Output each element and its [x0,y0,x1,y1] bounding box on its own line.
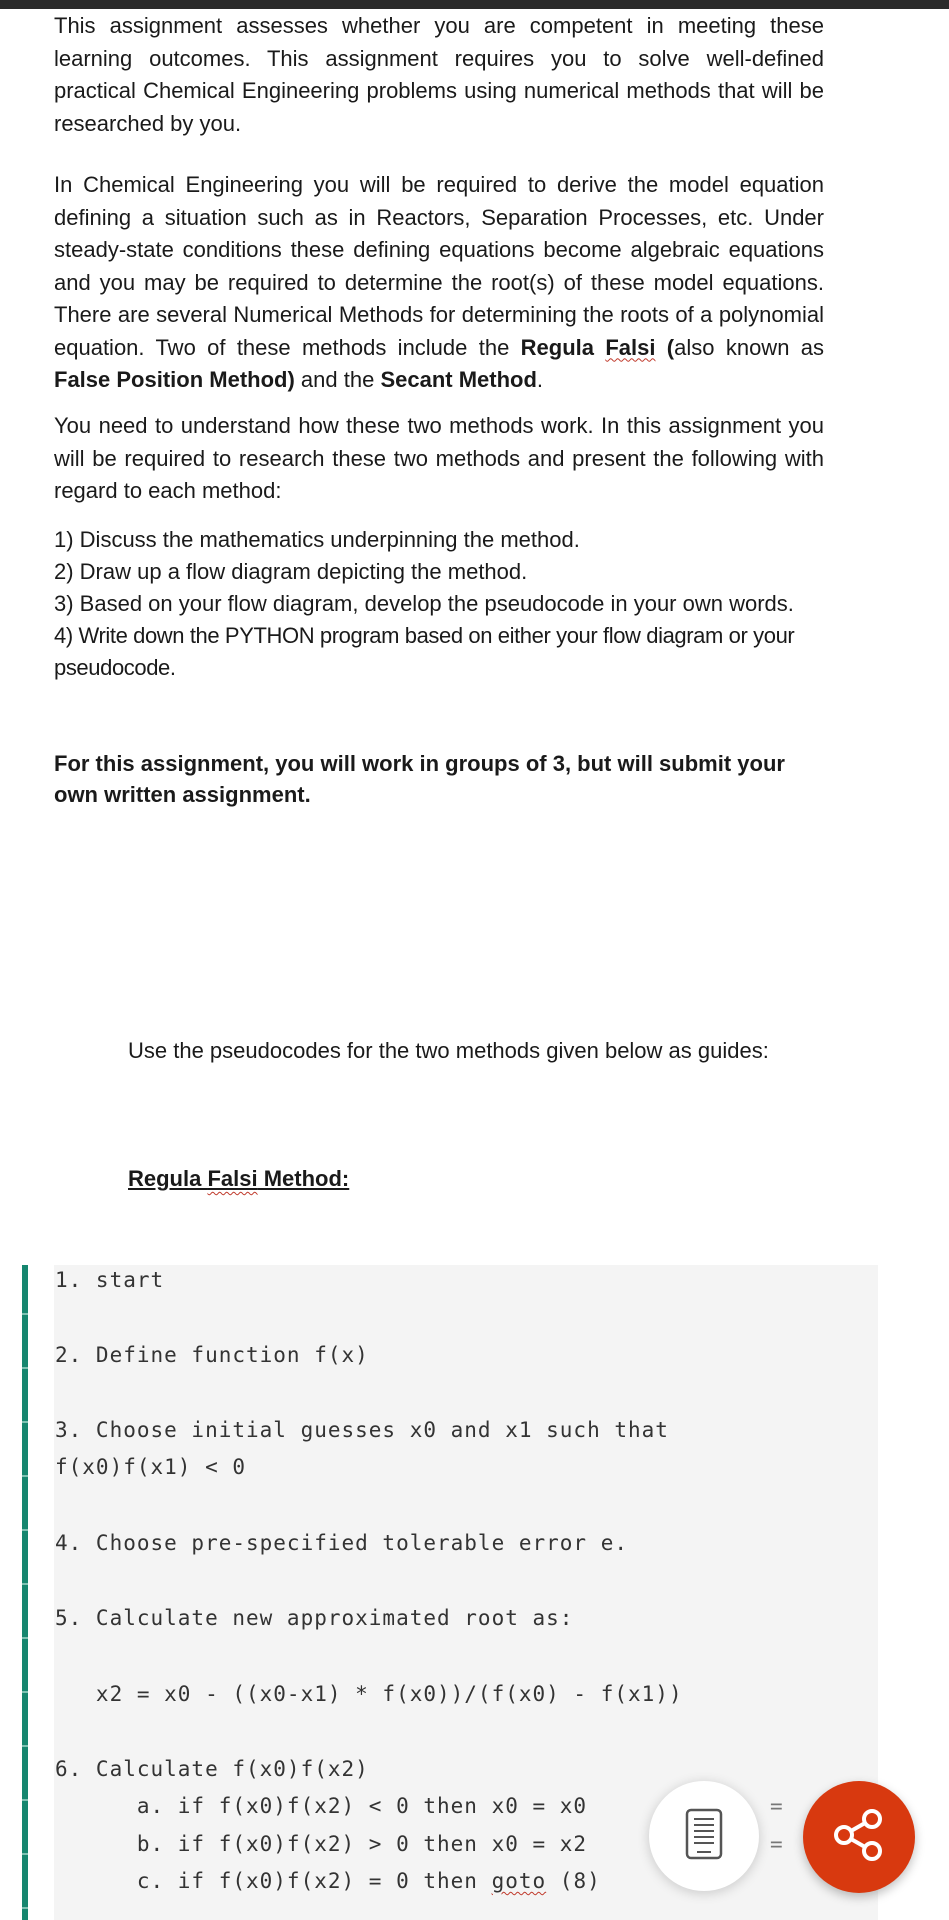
clipped-text: = [770,1794,783,1818]
top-status-bar [0,0,949,9]
intro-text-1: This assignment assesses whether you are competent in meeting these learning outcomes. This assignment requires you to solve well-defined practical Chemical Engineering problems using numerical methods that will be researched by you. [54,13,824,136]
guide-text: Use the pseudocodes for the two methods given below as guides: [128,1038,769,1063]
reader-mode-icon [685,1808,723,1865]
task-item: 3) Based on your flow diagram, develop the pseudocode in your own words. [54,591,794,616]
task-item: 4) Write down the PYTHON program based on either your flow diagram or your pseudocode. [54,623,795,680]
task-item: 2) Draw up a flow diagram depicting the method. [54,559,528,584]
code-line: c. if f(x0)f(x2) = 0 then goto (8) [55,1869,601,1893]
code-line: b. if f(x0)f(x2) > 0 then x0 = x2 [55,1832,588,1856]
code-line: f(x0)f(x1) < 0 [55,1455,247,1479]
share-icon [831,1807,887,1868]
code-line: a. if f(x0)f(x2) < 0 then x0 = x0 [55,1794,588,1818]
task-item: 1) Discuss the mathematics underpinning the method. [54,527,580,552]
intro-paragraph-1 [54,10,824,140]
code-line: 4. Choose pre-specified tolerable error e. [55,1531,629,1555]
code-line: 5. Calculate new approximated root as: [55,1606,574,1630]
intro-text-2: In Chemical Engineering you will be required to derive the model equation defining a situation such as in Reactors, Separation Processes, etc. Under steady-state conditions these defining equations become algebraic equations and you may be required to determine the root(s) of these model equations. There are several Numerical Methods for determining the roots of a polynomial equation. Two of these methods include the Regula Falsi (also known as False Position Method) and the Secant Method. [54,172,824,392]
spellcheck-word: goto [491,1869,547,1893]
reader-mode-button[interactable] [649,1781,759,1891]
code-line: 6. Calculate f(x0)f(x2) [55,1757,369,1781]
intro-paragraph-3 [54,410,824,508]
intro-text-3: You need to understand how these two methods work. In this assignment you will be required to research these two methods and present the following with regard to each method: [54,413,824,503]
code-line: x2 = x0 - ((x0-x1) * f(x0))/(f(x0) - f(x1)) [55,1682,683,1706]
code-line: 1. start [55,1268,165,1292]
task-list [54,524,834,684]
code-line: 2. Define function f(x) [55,1343,369,1367]
clipped-text: = [770,1832,783,1856]
spellcheck-word: Falsi [605,334,656,360]
intro-paragraph-2 [54,169,824,397]
code-line: 3. Choose initial guesses x0 and x1 such that [55,1418,669,1442]
share-button[interactable] [803,1781,915,1893]
group-note: For this assignment, you will work in groups of 3, but will submit your own written assignment. [54,751,785,807]
code-block-accent-bar [22,1265,28,1920]
section-heading-regula-falsi: Regula Falsi Method: [128,1166,350,1191]
